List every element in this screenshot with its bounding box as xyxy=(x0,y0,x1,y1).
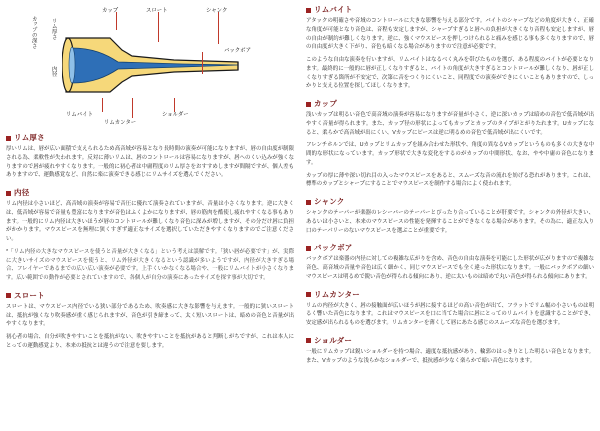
section-title: バックボア xyxy=(314,243,353,253)
leader-shank xyxy=(218,12,219,44)
section-shoulder xyxy=(306,335,594,366)
section-cup xyxy=(306,98,594,189)
section-inner-diameter xyxy=(6,187,294,283)
section-title: リム厚さ xyxy=(14,133,45,142)
section-title: スロート xyxy=(14,290,45,300)
diagram-label-rim-bite: リムバイト xyxy=(66,112,93,118)
diagram-label-inner-diameter: 内径 xyxy=(50,66,57,77)
left-column xyxy=(0,0,300,358)
bullet-icon xyxy=(306,200,311,205)
section-paragraph: スロートは、マウスピース内径でいる狭い部分であるため、吹奏感に大きな影響を与えます。一般的に狭いスロートは、抵抗が強くなり吹奏感が重く感じられますが、音色が引き締まって、太く短いスロートは、暗めの音色と音量が出やすくなります。 xyxy=(6,303,294,328)
diagram-label-shoulder: ショルダー xyxy=(162,112,189,118)
section-paragraph: このような自由な演奏を行いますが、リムバイトはなるべく丸みを帯びたものを選び、ある程度のバイトが必要となります。最終的に一般的に唇が正しくなりすぎると、バイトの角度が大きすぎるとコントロールが難しくなり、唇が正しくなりすぎる箇所が不安定で、次第に音をつくりにくいこと、同程度での演奏ができにくいこともありますので、しっかりと支える位置を探してほしくなります。 xyxy=(306,57,594,90)
section-paragraph: 浅いカップは明るい音色で高音域の演奏が容易になりますが音量が小さく、逆に深いカップは暗めの音色で低音域が出やすく音量が得られます。また、カップ径の形状によってもカップとカップのタイプがとがりたれます。Uカップになると、柔らかで高音域が出にくい、Vカップにピースは逆に明るめの音色で低音域が出にくいです。 xyxy=(306,112,594,136)
bullet-icon xyxy=(6,191,11,196)
leader-cup xyxy=(116,12,117,30)
section-paragraph: アタックの明確さや音域のコントロールに大きな影響を与える部分です。バイトのシャープなどの角度が大きく、正確な角度が可能となり音色は、音程も安定しますが、シャープすぎると唇への負担が大きくなり音程も安定しますが、唇の自由が制約が難しくなります。逆に、強くマウスピースを押しつけられると痛みを感じる事も多くなりますので、唇の自由度が大きく下がり、音色も暗くなる場合がありますので注意が必要です。 xyxy=(306,18,594,51)
leader-rim-counter xyxy=(132,98,133,118)
diagram-label-shank: シャンク xyxy=(206,8,228,14)
section-title: リムバイト xyxy=(314,5,353,14)
section-rim-counter xyxy=(306,289,594,328)
section-title: リムカンター xyxy=(314,289,360,299)
section-title: シャンク xyxy=(314,197,345,206)
bullet-icon xyxy=(306,338,311,343)
bullet-icon xyxy=(306,102,311,107)
section-shank xyxy=(306,196,594,235)
section-heading xyxy=(306,4,594,15)
section-paragraph-note: *「リム内径の大きなマウスピースを使うと音量が大きくなる」という考えは誤解です。「狭い唇が必要です」が、実際に大きいサイズのマウスピースを使うと、リム外径が大きくなるという認識が多いようですが、内径が大きすぎる場合、フレイヤーであるまでの広い広い演奏が必要です。上手くいかなくなる場合や、一般にリムバイトが小さくなります。広い範囲での動作が必要とされていますので、各個人が自分の演奏にあったサイズを探す事が大切です。 xyxy=(6,248,294,281)
section-backbore xyxy=(306,242,594,281)
section-title: ショルダー xyxy=(314,335,353,345)
mouthpiece-diagram xyxy=(6,6,294,126)
section-paragraph: リム内径は小さいほど、高音域の演奏が容易で音圧に優れて演奏されていますが、音量は小さくなります。逆に大きくは、低音域が容易で音量も豊富になりますが音色はふくよかになりますが、唇の筋肉を酷使し疲れやすくなる事もあります。一般的にリム内径は大きいほうが唇のコントロールが難しくなり音色に深みが増しますが、その分だけ唇に負担がかかります。マウスピースを無理に狭くすぎず適正なサイズを選択していただきやすくなりますのでご注意ください。 xyxy=(6,201,294,242)
diagram-label-cup: カップ xyxy=(102,8,119,14)
section-heading xyxy=(306,242,594,253)
leader-rim-bite xyxy=(102,98,103,112)
section-title: カップ xyxy=(314,99,338,108)
diagram-label-cup-depth: カップの深さ xyxy=(30,16,37,49)
right-column xyxy=(300,0,600,372)
section-paragraph: シャンクのテーパーが楽器のレシーバーのテーパーとぴったり合っていることが肝要です。シャンクの外径が大きい、あるいは小さいと、本来のマウスピースの性能を発揮することができなくなる場合があります。その為に、適正な入り口のテーパリーのないマウスピースを選ぶことが重要です。 xyxy=(306,210,594,234)
section-paragraph: フレンチホルンでは、Uカップとリムカップを組み合わせた形状や、角度の異なるVカップというものも多くの大きな中間的な形状になっています。カップ形状で大きな変化をするのがカップの中間形状、なお、やや中庸の音色になります。 xyxy=(306,142,594,166)
bullet-icon xyxy=(6,136,11,141)
section-heading xyxy=(6,290,294,301)
leader-backbore xyxy=(202,52,203,74)
section-throat xyxy=(6,290,294,351)
section-paragraph: バックボアは楽器の内径に対しての複雑な広がりを含め、音色の自由な演奏を可能にした形状が広がりますので複雑な音色、高音域の音量や音色は広く細かく、同じマウスピースでも全く違った形状になります。一般にバックボアの細いマウスピースは明るめで鋭い音色が得られる傾向にあり、逆に太いものは暗めで丸い音色が得られる傾向にあります。 xyxy=(306,256,594,280)
section-paragraph: 初心者の場合、自分が吹きやすいことを抵抗がない、吹きやすいことを抵抗があると判断しがちですが、これは本人にとっての運動感覚より、本来の抵抗とは違うので注意を要します。 xyxy=(6,334,294,349)
section-paragraph: 厚いリムは、唇が広い面積で支えられるため高音域が容易となり長時間の演奏が可能になりますが、唇の自由度が制限される為、柔軟性が失われます。反対に薄いリムは、唇のコントロールは容易になりますが、唇へのくい込みが強くなりますので唇が疲れやすくなります。一般的に初心者は中庸程度のリム厚さをおすすめしますが間隔ですが、個人差もありますので、運動感覚など、自然に楽に演奏できる感じにリムサイズを選んでください。 xyxy=(6,146,294,179)
section-heading xyxy=(306,196,594,207)
diagram-label-throat: スロート xyxy=(146,8,168,14)
leader-throat xyxy=(158,12,159,42)
section-rim-thickness xyxy=(6,132,294,180)
bullet-icon xyxy=(6,293,11,298)
section-heading xyxy=(306,98,594,109)
section-heading xyxy=(6,187,294,198)
diagram-label-rim-thickness: リム厚さ xyxy=(50,18,57,40)
diagram-label-rim-counter: リムカンター xyxy=(104,120,137,126)
section-heading xyxy=(6,132,294,143)
section-heading xyxy=(306,289,594,300)
diagram-label-backbore: バックボア xyxy=(224,48,251,54)
section-rim-bite xyxy=(306,4,594,91)
bullet-icon xyxy=(306,292,311,297)
section-paragraph: 一般にリムカップは鋭いショルダーを持つ場合、適度な抵抗感があり、輪郭のはっきりとした明るい音色となります。また、Vカップのような浅らかなショルダーで、抵抗感が少なく楽らかで暗い音色になります。 xyxy=(306,348,594,364)
section-title: 内径 xyxy=(14,188,30,197)
section-paragraph: リムの内径が大きく、唇の接触面が広いほうが唇に接するほどの高い音色が出て、フラットでリム幅の小さいものは明るく響いた音色になります。これはマウスピースを口に当てた場合に唇にとってのリムバイトを意識することができ、安定感が出られるものを選びます。リムカンターを薄くして唇にあたる感じのスムーズな音色を選びます。 xyxy=(306,302,594,326)
bullet-icon xyxy=(306,246,311,251)
section-paragraph: カップの厚に薄や深い切れ目の入ったマウスピースをあると、スムーズな音の流れを妨げる恐れがあります。これは、標準のカップとシャープにすることでマウスピースを制作する場合によく使われます。 xyxy=(306,172,594,188)
bullet-icon xyxy=(306,8,311,13)
mouthpiece-illustration xyxy=(62,28,242,102)
section-heading xyxy=(306,335,594,346)
